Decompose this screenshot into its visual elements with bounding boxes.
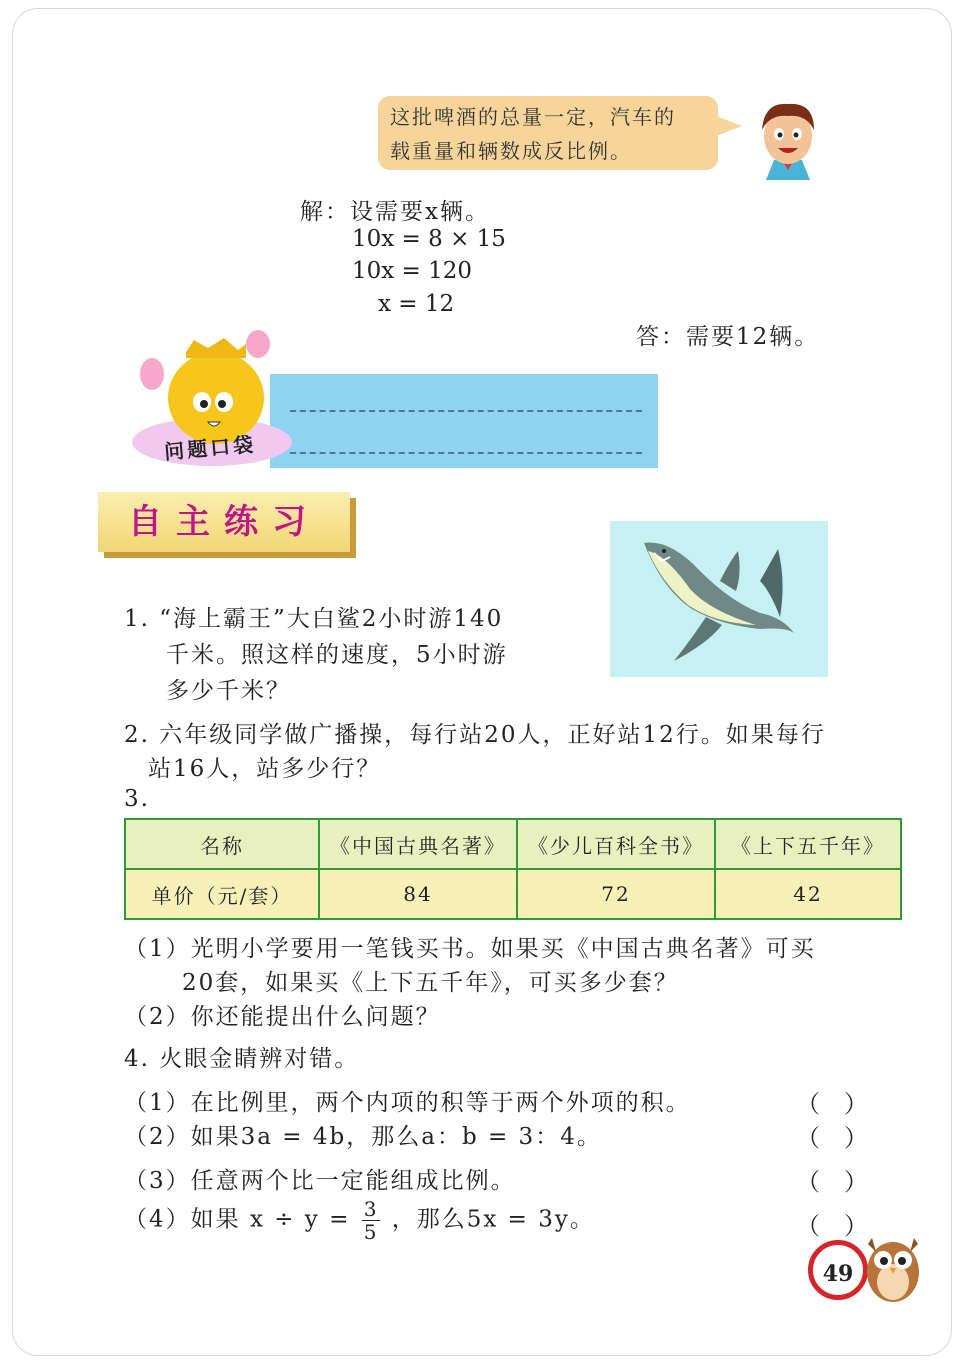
q4-item-4 — [124, 1198, 595, 1243]
q4-item-2: （2）如果3a = 4b，那么a：b = 3：4。 — [124, 1124, 602, 1150]
fraction-denominator: 5 — [363, 1220, 379, 1244]
price-table — [124, 818, 902, 920]
table-header-cell: 《中国古典名著》 — [319, 819, 517, 869]
q2-line-1: 2. 六年级同学做广播操，每行站20人，正好站12行。如果每行 — [124, 722, 826, 748]
q4-item-1: （1）在比例里，两个内项的积等于两个外项的积。 — [124, 1090, 691, 1116]
answer-line-1 — [290, 410, 642, 412]
table-header-cell: 《少儿百科全书》 — [517, 819, 715, 869]
shark-image — [610, 521, 828, 677]
equation-2: 10x = 120 — [352, 258, 473, 284]
table-header-cell: 《上下五千年》 — [715, 819, 901, 869]
shark-illustration — [610, 521, 828, 677]
page-number: 49 — [808, 1240, 868, 1300]
bubble-tail — [716, 116, 742, 136]
speech-bubble — [378, 96, 718, 170]
question-pocket-box — [270, 374, 658, 468]
answer-line-2 — [290, 452, 642, 454]
q4-item-4-suffix: ，那么5x = 3y。 — [391, 1206, 595, 1233]
solution-answer: 答：需要12辆。 — [636, 324, 820, 350]
table-header-cell: 名称 — [125, 819, 319, 869]
owl-illustration — [858, 1226, 928, 1306]
q3-number: 3. — [124, 786, 150, 812]
section-banner — [98, 492, 350, 552]
q1-line-1: 1. “海上霸王”大白鲨2小时游140 — [124, 606, 504, 632]
bubble-line-2: 载重量和辆数成反比例。 — [390, 139, 632, 163]
table-header-row — [125, 819, 901, 869]
answer-blank-3[interactable]: （ ） — [796, 1168, 868, 1196]
answer-blank-4[interactable]: （ ） — [796, 1212, 868, 1240]
q4-item-3: （3）任意两个比一定能组成比例。 — [124, 1168, 516, 1194]
table-row — [125, 869, 901, 919]
q2-line-2: 站16人，站多少行？ — [148, 756, 382, 782]
boy-illustration — [752, 96, 824, 186]
fraction — [362, 1198, 381, 1243]
section-title: 自主练习 — [128, 502, 320, 542]
q4-title: 4. 火眼金睛辨对错。 — [124, 1046, 360, 1072]
q3-sub1-line-1: （1）光明小学要用一笔钱买书。如果买《中国古典名著》可买 — [124, 936, 816, 962]
q3-sub2: （2）你还能提出什么问题？ — [124, 1004, 441, 1030]
pocket-label: 问题口袋 — [163, 432, 258, 464]
bubble-line-1: 这批啤酒的总量一定，汽车的 — [390, 105, 676, 129]
equation-1: 10x = 8 × 15 — [352, 226, 506, 252]
equation-3: x = 12 — [378, 291, 455, 317]
table-cell: 42 — [715, 869, 901, 919]
table-cell: 单价（元/套） — [125, 869, 319, 919]
q1-line-3: 多少千米？ — [166, 678, 291, 704]
answer-blank-2[interactable]: （ ） — [796, 1124, 868, 1152]
table-cell: 84 — [319, 869, 517, 919]
solution-lead: 解：设需要x辆。 — [300, 199, 490, 225]
fraction-numerator: 3 — [363, 1197, 379, 1221]
q4-item-4-prefix: （4）如果 x ÷ y = — [124, 1206, 351, 1233]
table-cell: 72 — [517, 869, 715, 919]
q3-sub1-line-2: 20套，如果买《上下五千年》，可买多少套？ — [182, 970, 679, 996]
answer-blank-1[interactable]: （ ） — [796, 1090, 868, 1118]
q1-line-2: 千米。照这样的速度，5小时游 — [166, 642, 508, 668]
